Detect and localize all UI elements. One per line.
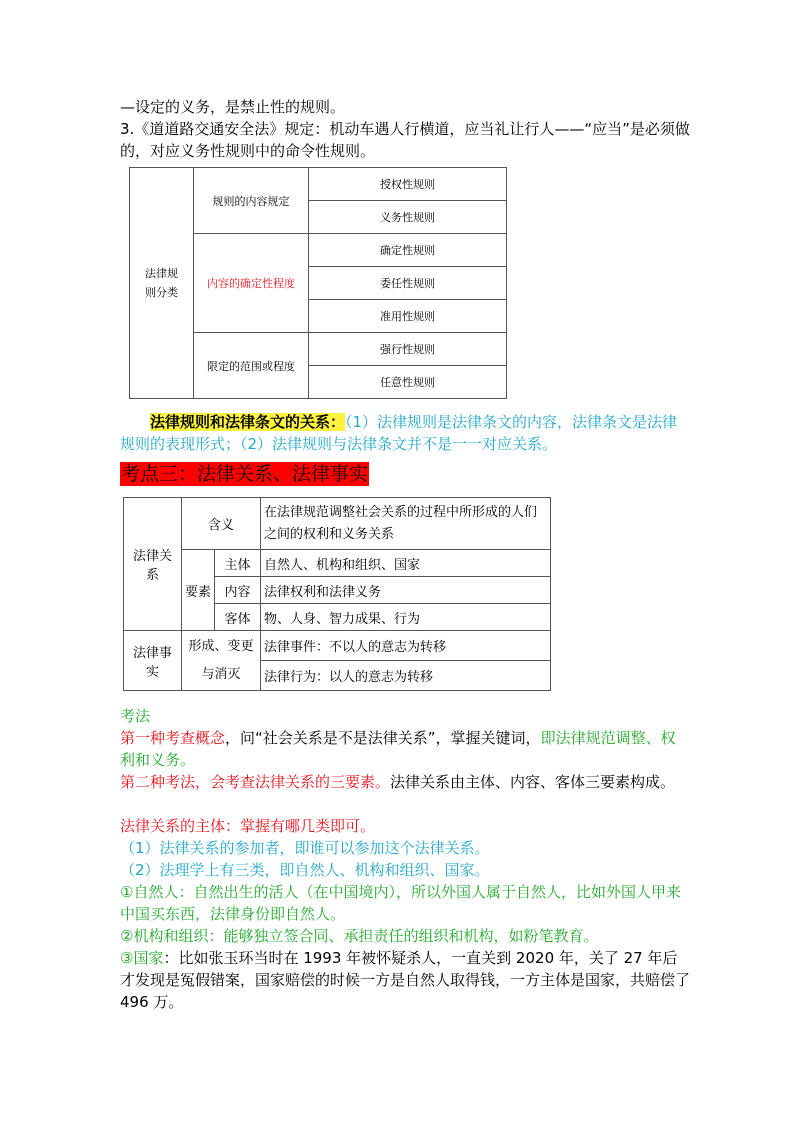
legal-relation-table bbox=[123, 497, 551, 691]
subject-point-4: ②机构和组织：能够独立签合同、承担责任的组织和机构，如粉笔教育。 bbox=[120, 927, 599, 945]
table2-fact-sub: 形成、变更与消灭 bbox=[182, 631, 261, 691]
method-2: 第二种考法，会考查法律关系的三要素。法律关系由主体、内容、客体三要素构成。 bbox=[120, 773, 676, 791]
relation-heading: 法律规则和法律条文的关系： bbox=[150, 413, 346, 431]
subject-title: 法律关系的主体：掌握有哪几类即可。 bbox=[120, 817, 376, 835]
subject-point-2: （2）法理学上有三类，即自然人、机构和组织、国家。 bbox=[120, 861, 490, 879]
subject-point-1: （1）法律关系的参加者，即谁可以参加这个法律关系。 bbox=[120, 839, 490, 857]
table1-item: 授权性规则 bbox=[309, 168, 507, 201]
intro-line-1: —设定的义务，是禁止性的规则。 bbox=[120, 98, 346, 116]
table1-root-cell: 法律规则分类 bbox=[130, 168, 194, 399]
table1-item: 委任性规则 bbox=[309, 267, 507, 300]
table2-element-value: 自然人、机构和组织、国家 bbox=[261, 550, 551, 577]
table2-elements-label: 要素 bbox=[182, 550, 215, 631]
subject-point-5: ③国家：比如张玉环当时在 1993 年被怀疑杀人，一直关到 2020 年，关了 27 年后才发现是冤假错案，国家赔偿的时候一方是自然人取得钱，一方主体是国家，共赔偿了 496 万。 bbox=[120, 949, 691, 1011]
table1-item: 强行性规则 bbox=[309, 333, 507, 366]
relation-paragraph bbox=[120, 411, 690, 455]
table2-meaning-text: 在法律规范调整社会关系的过程中所形成的人们之间的权利和义务关系 bbox=[261, 498, 551, 550]
table1-group2-label: 内容的确定性程度 bbox=[194, 234, 309, 333]
table1-item: 义务性规则 bbox=[309, 201, 507, 234]
method-1: 第一种考查概念，问“社会关系是不是法律关系”，掌握关键词，即法律规范调整、权利和义务。 bbox=[120, 729, 676, 769]
table1-item: 准用性规则 bbox=[309, 300, 507, 333]
table1-item: 任意性规则 bbox=[309, 366, 507, 399]
table2-fact-item: 法律行为：以人的意志为转移 bbox=[261, 661, 551, 691]
table2-meaning-label: 含义 bbox=[182, 498, 261, 550]
table2-element-name: 内容 bbox=[215, 577, 261, 604]
table2-element-value: 物、人身、智力成果、行为 bbox=[261, 604, 551, 631]
table2-element-name: 主体 bbox=[215, 550, 261, 577]
table2-fact-label: 法律事实 bbox=[124, 631, 182, 691]
table2-element-name: 客体 bbox=[215, 604, 261, 631]
table2-fact-item: 法律事件：不以人的意志为转移 bbox=[261, 631, 551, 661]
table1-group3-label: 限定的范围或程度 bbox=[194, 333, 309, 399]
section-title: 考点三：法律关系、法律事实 bbox=[121, 463, 369, 485]
table2-relation-label: 法律关系 bbox=[124, 498, 182, 631]
table1-group1-label: 规则的内容规定 bbox=[194, 168, 309, 234]
intro-line-2: 3.《道道路交通安全法》规定：机动车遇人行横道，应当礼让行人——“应当”是必须做的，对应义务性规则中的命令性规则。 bbox=[120, 120, 690, 160]
table1-item: 确定性规则 bbox=[309, 234, 507, 267]
methods-title: 考法 bbox=[120, 707, 151, 725]
subject-point-3: ①自然人：自然出生的活人（在中国境内），所以外国人属于自然人，比如外国人甲来中国买东西，法律身份即自然人。 bbox=[120, 883, 681, 923]
rule-classification-table bbox=[129, 167, 507, 399]
table2-element-value: 法律权利和法律义务 bbox=[261, 577, 551, 604]
relation-body: （1）法律规则是法律条文的内容，法律条文是法律规则的表现形式；（2）法律规则与法律条文并不是一一对应关系。 bbox=[120, 413, 678, 453]
